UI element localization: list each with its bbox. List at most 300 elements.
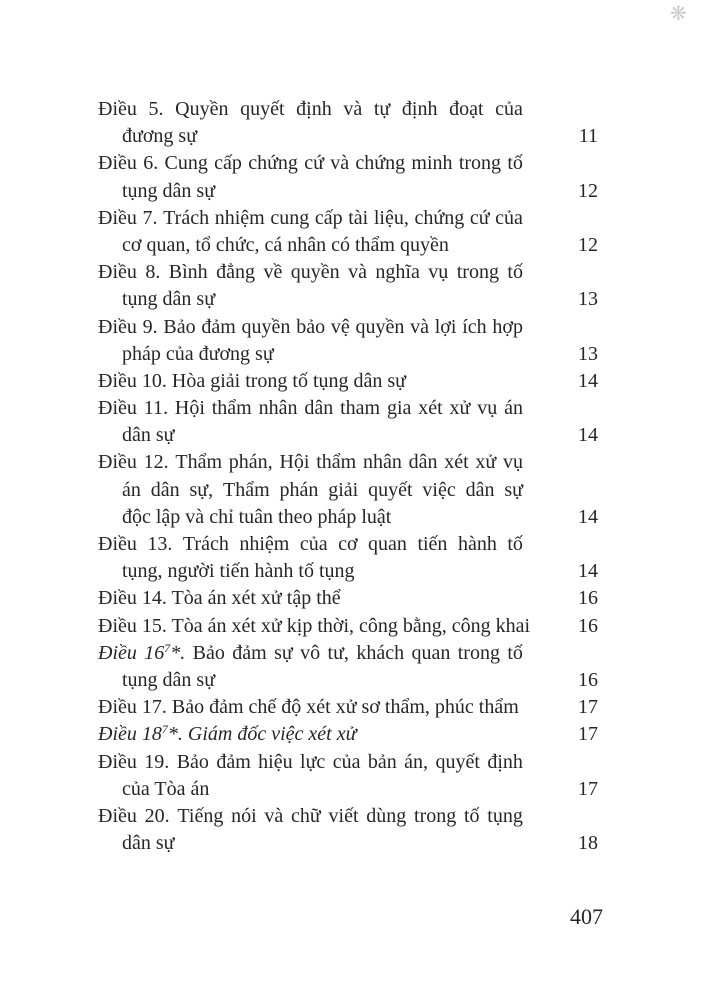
toc-text-segment: Điều 18 bbox=[98, 723, 162, 746]
toc-word bbox=[216, 259, 255, 286]
toc-word bbox=[343, 96, 362, 123]
toc-word bbox=[212, 395, 252, 422]
page-number-folio: 407 bbox=[570, 904, 603, 929]
toc-text-segment: vụ bbox=[503, 451, 523, 474]
toc-word bbox=[458, 640, 500, 667]
toc-text-segment: tụng bbox=[487, 804, 523, 827]
toc-word bbox=[328, 477, 358, 504]
toc-page-number: 17 bbox=[578, 723, 598, 746]
toc-word bbox=[193, 640, 225, 667]
toc-word bbox=[144, 749, 169, 776]
toc-text-segment: 7. bbox=[142, 206, 158, 229]
toc-text-segment: tụng dân sự bbox=[122, 288, 216, 311]
toc-word bbox=[444, 449, 468, 476]
toc-word bbox=[330, 150, 349, 177]
toc-text-segment: tố bbox=[507, 261, 523, 284]
toc-text-segment: Điều bbox=[98, 98, 137, 120]
toc-text-segment: định bbox=[296, 98, 332, 120]
toc-text-segment: dân bbox=[408, 451, 438, 474]
toc-text-segment: sự bbox=[274, 641, 293, 664]
toc-word bbox=[175, 96, 228, 123]
toc-text-segment: tiến bbox=[417, 533, 448, 555]
toc-page-number: 16 bbox=[578, 614, 598, 637]
toc-word bbox=[304, 150, 324, 177]
toc-text-segment: Điều 17. Bảo đảm chế độ xét xử sơ thẩm, phúc thẩm bbox=[98, 696, 519, 719]
toc-word bbox=[417, 531, 447, 558]
toc-word bbox=[300, 640, 320, 667]
toc-word bbox=[229, 449, 273, 476]
toc-word bbox=[458, 531, 497, 558]
toc-text-segment: tụng dân sự bbox=[122, 668, 216, 691]
toc-word bbox=[280, 477, 319, 504]
toc-word bbox=[507, 640, 523, 667]
toc-line bbox=[98, 667, 598, 694]
toc-text-segment: lợi bbox=[434, 315, 457, 338]
toc-line bbox=[98, 150, 598, 177]
toc-word bbox=[466, 477, 495, 504]
toc-text-segment: Điều bbox=[98, 206, 137, 229]
toc-text-segment: và bbox=[348, 261, 367, 284]
toc-text-segment: của bbox=[495, 98, 523, 120]
toc-text-segment: phán bbox=[279, 478, 319, 501]
toc-line bbox=[98, 259, 598, 286]
toc-word bbox=[356, 640, 404, 667]
toc-text-segment: lực bbox=[300, 750, 326, 773]
toc-text-segment: tư, bbox=[327, 641, 349, 664]
toc-text-segment: tụng, người tiến hành tố tụng bbox=[122, 560, 355, 583]
toc-word bbox=[216, 749, 250, 776]
toc-line bbox=[98, 341, 598, 368]
toc-text-segment: chứng bbox=[248, 152, 298, 175]
toc-word bbox=[375, 259, 419, 286]
toc-text-segment: nhiệm bbox=[239, 533, 290, 555]
toc-text-segment: án bbox=[122, 478, 141, 501]
toc-text-segment: độc lập và chỉ tuân theo pháp luật bbox=[122, 505, 392, 528]
toc-text-segment: dân bbox=[465, 478, 495, 501]
toc-word bbox=[270, 205, 309, 232]
toc-line-text bbox=[98, 667, 523, 694]
toc-text-segment: và bbox=[410, 315, 429, 338]
toc-text-segment: *. Giám đốc việc xét xử bbox=[167, 723, 357, 746]
toc-word bbox=[435, 314, 457, 341]
toc-text-segment: dùng bbox=[366, 804, 407, 827]
toc-word bbox=[428, 259, 448, 286]
toc-text-segment: gia bbox=[386, 397, 412, 420]
toc-word bbox=[259, 395, 298, 422]
toc-word bbox=[215, 205, 265, 232]
toc-line bbox=[98, 830, 598, 857]
toc-word bbox=[232, 640, 266, 667]
toc-line-text bbox=[98, 694, 523, 721]
toc-page-number: 16 bbox=[578, 668, 598, 691]
toc-word bbox=[122, 477, 141, 504]
toc-word bbox=[487, 803, 523, 830]
toc-word bbox=[291, 803, 321, 830]
toc-word bbox=[201, 314, 235, 341]
toc-word bbox=[214, 150, 242, 177]
toc-word bbox=[304, 395, 333, 422]
toc-word bbox=[300, 531, 328, 558]
toc-text-segment: phán, bbox=[228, 451, 273, 474]
toc-text-segment: án, bbox=[404, 750, 429, 773]
toc-page-number: 14 bbox=[578, 505, 598, 528]
footnote-superscript: 7 bbox=[161, 722, 168, 737]
toc-page-number: 16 bbox=[578, 587, 598, 610]
toc-text-segment: Điều bbox=[98, 451, 137, 474]
toc-text-segment: Điều 14. Tòa án xét xử tập thể bbox=[98, 587, 341, 610]
toc-word bbox=[363, 449, 402, 476]
toc-text-segment: trong bbox=[456, 261, 499, 284]
toc-text-segment: và bbox=[264, 804, 284, 827]
toc-word bbox=[368, 531, 407, 558]
toc-page-number: 14 bbox=[578, 369, 598, 392]
toc-word bbox=[355, 314, 404, 341]
toc-text-segment: trong bbox=[457, 641, 500, 664]
toc-word bbox=[422, 477, 455, 504]
toc-text-segment: *. bbox=[170, 641, 186, 664]
toc-text-segment: quan bbox=[411, 641, 451, 664]
toc-word bbox=[477, 395, 497, 422]
toc-text-segment: chứng bbox=[414, 206, 465, 229]
toc-text-segment: liệu, bbox=[373, 206, 409, 229]
toc-word bbox=[98, 803, 137, 830]
toc-text-segment: hiệu bbox=[258, 750, 293, 773]
toc-word bbox=[410, 314, 429, 341]
toc-text-segment: tố bbox=[507, 533, 523, 555]
toc-text-segment: Bảo bbox=[192, 641, 225, 664]
toc-line-text bbox=[98, 776, 523, 803]
toc-word bbox=[147, 531, 172, 558]
toc-text-segment: tụng dân sự bbox=[122, 179, 216, 202]
toc-word bbox=[457, 259, 499, 286]
toc-word bbox=[145, 259, 160, 286]
toc-line-text bbox=[98, 585, 523, 612]
toc-word bbox=[98, 531, 137, 558]
toc-word bbox=[495, 205, 523, 232]
toc-line-text bbox=[98, 96, 523, 123]
toc-word bbox=[296, 314, 325, 341]
toc-text-segment: đảm bbox=[201, 315, 236, 338]
toc-line bbox=[98, 286, 598, 313]
toc-word bbox=[487, 749, 523, 776]
toc-word bbox=[328, 640, 349, 667]
toc-text-segment: 12. bbox=[143, 451, 169, 474]
toc-word bbox=[470, 205, 490, 232]
toc-text-segment: Bảo bbox=[163, 315, 196, 338]
toc-text-segment: thẩm bbox=[316, 451, 357, 474]
toc-word bbox=[449, 96, 483, 123]
toc-word bbox=[263, 259, 282, 286]
toc-text-segment: tự bbox=[373, 98, 391, 120]
toc-line bbox=[98, 449, 598, 476]
toc-page-number: 17 bbox=[578, 777, 598, 800]
toc-word bbox=[348, 205, 368, 232]
toc-word bbox=[175, 395, 205, 422]
toc-word bbox=[98, 395, 137, 422]
toc-text-segment: chứng bbox=[355, 152, 406, 175]
toc-text-segment: Điều bbox=[98, 804, 137, 827]
toc-word bbox=[331, 314, 350, 341]
toc-page-number: 14 bbox=[578, 424, 598, 447]
toc-page-number: 14 bbox=[578, 560, 598, 583]
toc-text-segment: nhiệm bbox=[214, 206, 265, 229]
toc-line bbox=[98, 232, 598, 259]
toc-word bbox=[274, 640, 293, 667]
toc-word bbox=[492, 314, 523, 341]
toc-line bbox=[98, 613, 598, 640]
toc-word bbox=[418, 395, 442, 422]
toc-text-segment: 19. bbox=[144, 750, 170, 773]
toc-text-segment: Trách bbox=[163, 206, 210, 229]
toc-word bbox=[368, 477, 412, 504]
toc-text-segment: quyền bbox=[290, 261, 340, 284]
toc-word bbox=[316, 449, 356, 476]
toc-word bbox=[164, 150, 207, 177]
toc-line bbox=[98, 721, 598, 748]
toc-word bbox=[98, 749, 137, 776]
toc-word bbox=[338, 531, 357, 558]
toc-text-segment: của bbox=[332, 750, 361, 773]
toc-text-segment: của bbox=[299, 533, 328, 555]
toc-text-segment: Bảo bbox=[176, 750, 209, 773]
toc-line bbox=[98, 123, 598, 150]
toc-text-segment: trong bbox=[458, 152, 502, 175]
toc-text-segment: sự, bbox=[189, 478, 214, 501]
toc-text-segment: 11. bbox=[143, 397, 169, 420]
toc-word bbox=[177, 803, 223, 830]
toc-page-number: 12 bbox=[578, 179, 598, 202]
toc-word bbox=[464, 803, 480, 830]
toc-text-segment: Hội bbox=[279, 451, 310, 474]
toc-text-segment: của bbox=[495, 206, 523, 229]
toc-word bbox=[340, 395, 380, 422]
toc-word bbox=[264, 803, 283, 830]
toc-line bbox=[98, 694, 598, 721]
toc-word bbox=[459, 150, 501, 177]
toc-word bbox=[149, 96, 164, 123]
toc-text-segment: Trách bbox=[182, 533, 229, 555]
toc-text-segment: giải bbox=[328, 478, 359, 501]
toc-text-segment: Thẩm bbox=[175, 451, 223, 474]
toc-text-segment: 5. bbox=[148, 98, 164, 120]
toc-text-segment: định bbox=[487, 750, 523, 773]
toc-text-segment: vệ bbox=[330, 315, 350, 338]
toc-word bbox=[507, 531, 523, 558]
toc-word bbox=[374, 205, 409, 232]
toc-word bbox=[462, 314, 486, 341]
toc-text-segment: Hội bbox=[174, 397, 205, 420]
toc-line-text bbox=[98, 314, 523, 341]
toc-text-segment: quyết bbox=[368, 478, 413, 501]
toc-text-segment: bản bbox=[367, 750, 397, 773]
toc-text-segment: Điều bbox=[98, 315, 137, 338]
toc-word bbox=[183, 531, 229, 558]
toc-line-text bbox=[98, 368, 523, 395]
toc-line-text bbox=[98, 178, 523, 205]
toc-word bbox=[495, 96, 523, 123]
toc-text-segment: Điều bbox=[98, 397, 137, 420]
toc-line bbox=[98, 395, 598, 422]
toc-text-segment: đương sự bbox=[122, 125, 198, 148]
toc-word bbox=[98, 96, 137, 123]
toc-text-segment: Cung bbox=[164, 152, 208, 175]
toc-word bbox=[231, 803, 257, 830]
toc-text-segment: vụ bbox=[477, 397, 498, 420]
toc-text-segment: đoạt bbox=[449, 98, 484, 120]
toc-text-segment: Điều bbox=[98, 152, 137, 175]
toc-text-segment: cấp bbox=[214, 152, 242, 175]
toc-text-segment: hợp bbox=[492, 315, 523, 338]
toc-word bbox=[144, 640, 185, 667]
toc-text-segment: vô bbox=[300, 641, 321, 664]
toc-line bbox=[98, 422, 598, 449]
toc-text-segment: và bbox=[330, 152, 350, 175]
toc-word bbox=[223, 477, 270, 504]
toc-line bbox=[98, 178, 598, 205]
toc-text-segment: 8. bbox=[145, 261, 161, 284]
toc-word bbox=[240, 96, 284, 123]
toc-word bbox=[414, 205, 464, 232]
toc-word bbox=[98, 449, 137, 476]
toc-page-number: 11 bbox=[578, 125, 598, 148]
toc-text-segment: đảm bbox=[216, 750, 251, 773]
toc-page-number: 12 bbox=[578, 233, 598, 256]
toc-page-number: 18 bbox=[578, 832, 598, 855]
toc-text-segment: ích bbox=[462, 315, 487, 338]
toc-text-segment: vụ bbox=[428, 261, 449, 284]
toc-text-segment: quyền bbox=[241, 315, 291, 338]
toc-word bbox=[239, 531, 289, 558]
toc-line-text bbox=[98, 803, 523, 830]
toc-text-segment: quan bbox=[368, 533, 407, 555]
toc-word bbox=[504, 477, 523, 504]
toc-line bbox=[98, 585, 598, 612]
toc-line bbox=[98, 368, 598, 395]
toc-text-segment: quyết bbox=[240, 98, 285, 120]
toc-word bbox=[145, 803, 170, 830]
toc-word bbox=[242, 314, 291, 341]
toc-word bbox=[414, 803, 456, 830]
flower-ornament-icon: ❋ bbox=[670, 1, 687, 25]
toc-text-segment: Bình bbox=[168, 261, 208, 284]
toc-text-segment: nghĩa bbox=[375, 261, 420, 284]
toc-word bbox=[374, 96, 390, 123]
toc-line-text bbox=[98, 613, 531, 640]
toc-word bbox=[402, 96, 438, 123]
toc-word bbox=[387, 395, 411, 422]
toc-word bbox=[435, 749, 479, 776]
toc-word bbox=[291, 259, 340, 286]
toc-text-segment: tố bbox=[463, 804, 480, 827]
toc-line-text bbox=[98, 150, 523, 177]
toc-text-segment: quyền bbox=[355, 315, 405, 338]
toc-line bbox=[98, 749, 598, 776]
toc-word bbox=[98, 640, 137, 667]
toc-line-text bbox=[98, 232, 523, 259]
toc-text-segment: xét bbox=[444, 451, 469, 474]
toc-text-segment: 20. bbox=[144, 804, 170, 827]
toc-line bbox=[98, 205, 598, 232]
toc-word bbox=[98, 314, 137, 341]
toc-word bbox=[504, 395, 523, 422]
toc-line-text bbox=[98, 830, 523, 857]
toc-text-segment: cấp bbox=[314, 206, 343, 229]
toc-text-segment: Điều bbox=[98, 533, 137, 555]
toc-line bbox=[98, 96, 598, 123]
toc-word bbox=[177, 749, 209, 776]
toc-line bbox=[98, 776, 598, 803]
toc-text-segment: Quyền bbox=[175, 98, 229, 120]
toc-word bbox=[368, 749, 397, 776]
toc-text-segment: Điều bbox=[98, 750, 137, 773]
toc-text-segment: 6. bbox=[143, 152, 159, 175]
toc-word bbox=[169, 259, 208, 286]
toc-word bbox=[143, 314, 158, 341]
toc-page-number: 13 bbox=[578, 288, 598, 311]
toc-text-segment: cung bbox=[270, 206, 310, 229]
toc-line-text bbox=[98, 477, 523, 504]
toc-page-number: 13 bbox=[578, 342, 598, 365]
toc-word bbox=[258, 749, 292, 776]
toc-word bbox=[144, 395, 168, 422]
toc-line-text bbox=[98, 749, 523, 776]
toc-text-segment: đảm bbox=[232, 641, 267, 664]
toc-word bbox=[163, 205, 209, 232]
toc-line bbox=[98, 558, 598, 585]
toc-line-text bbox=[98, 721, 523, 748]
toc-text-segment: dân sự bbox=[122, 424, 175, 447]
toc-word bbox=[248, 150, 298, 177]
toc-word bbox=[411, 150, 452, 177]
toc-line bbox=[98, 640, 598, 667]
toc-text-segment: Điều 10. Hòa giải trong tố tụng dân sự bbox=[98, 369, 407, 392]
toc-text-segment: khách bbox=[356, 641, 405, 664]
toc-text-segment: tham bbox=[340, 397, 381, 420]
toc-line-text bbox=[98, 259, 523, 286]
toc-line-text bbox=[98, 205, 523, 232]
toc-text-segment: 16 bbox=[144, 641, 165, 664]
toc-text-segment: tài bbox=[348, 206, 369, 229]
toc-line-text bbox=[98, 395, 523, 422]
footnote-superscript: 7 bbox=[164, 640, 171, 655]
toc-word bbox=[98, 205, 137, 232]
toc-text-segment: và bbox=[343, 98, 363, 120]
toc-word bbox=[450, 395, 471, 422]
toc-line bbox=[98, 477, 598, 504]
toc-word bbox=[503, 449, 523, 476]
toc-text-segment: án bbox=[504, 397, 523, 420]
toc-text-segment: minh bbox=[411, 152, 453, 175]
toc-text-segment: dân bbox=[304, 397, 334, 420]
toc-line-text bbox=[98, 531, 523, 558]
toc-text-segment: quyết bbox=[435, 750, 480, 773]
toc-text-segment: tố bbox=[507, 641, 523, 664]
toc-word bbox=[279, 449, 309, 476]
toc-word bbox=[300, 749, 325, 776]
toc-page-number: 17 bbox=[578, 696, 598, 719]
toc-word bbox=[507, 259, 523, 286]
toc-text-segment: xét bbox=[418, 397, 443, 420]
toc-text-segment: bảo bbox=[296, 315, 326, 338]
toc-text-segment: Tiếng bbox=[177, 804, 224, 827]
toc-text-segment: cơ quan, tổ chức, cá nhân có thẩm quyền bbox=[122, 233, 449, 256]
toc-line-text bbox=[98, 504, 523, 531]
toc-text-segment: trong bbox=[414, 804, 457, 827]
toc-text-segment: định bbox=[401, 98, 438, 120]
toc-line-text bbox=[98, 286, 523, 313]
toc-text-segment: việc bbox=[422, 478, 456, 501]
toc-word bbox=[143, 205, 158, 232]
